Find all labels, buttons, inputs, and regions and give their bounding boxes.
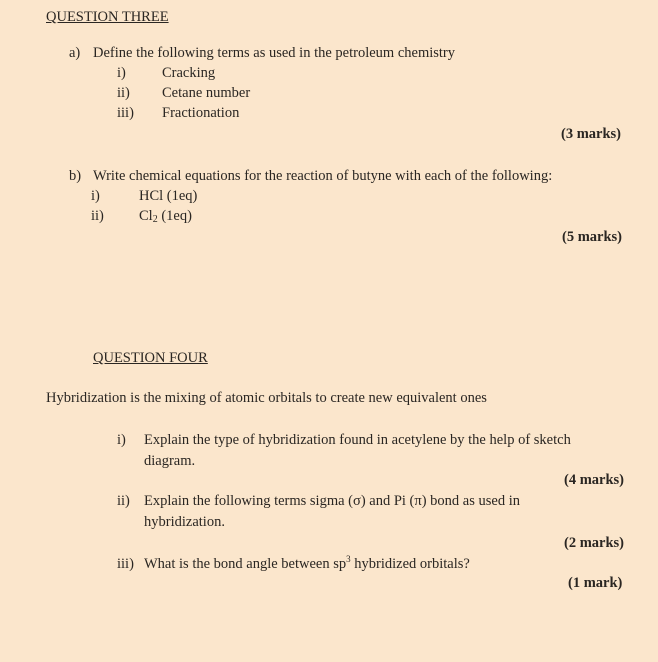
part-a-item-text: Fractionation [162, 105, 240, 121]
q4-item-text: What is the bond angle between $sp^3$ hybridized orbitals? [144, 554, 470, 572]
part-a-label: a) [69, 45, 81, 61]
q4-item-marks: (1 mark) [568, 575, 623, 591]
q4-item-text: Explain the type of hybridization found in acetylene by the help of sketch [144, 432, 571, 448]
part-a-item-num: i) [117, 65, 126, 81]
q4-item-marks: (2 marks) [564, 535, 625, 551]
part-b-item-text: HCl (1eq) [139, 188, 198, 204]
part-a-marks: (3 marks) [561, 126, 622, 142]
part-a-item-num: ii) [117, 85, 130, 101]
q4-item-marks: (4 marks) [564, 472, 625, 488]
part-a-text: Define the following terms as used in the petroleum chemistry [93, 45, 456, 61]
part-b-text: Write chemical equations for the reaction of butyne with each of the following: [93, 168, 553, 184]
q4-item-text-cont: hybridization. [144, 514, 225, 530]
part-b-label: b) [69, 168, 82, 184]
q4-item-num: iii) [117, 556, 134, 572]
q4-item-text-cont: diagram. [144, 453, 196, 469]
part-b-item-num: ii) [91, 208, 104, 224]
hybridization-intro: Hybridization is the mixing of atomic orbitals to create new equivalent ones [46, 390, 487, 406]
part-b-item-text: $Cl_2$ (1eq) [139, 208, 192, 225]
part-a-item-num: iii) [117, 105, 134, 121]
q4-item-num: i) [117, 432, 126, 448]
part-a-item-text: Cetane number [162, 85, 251, 101]
part-b-item-num: i) [91, 188, 100, 204]
question-four-heading: QUESTION FOUR [93, 350, 208, 366]
part-b-marks: (5 marks) [562, 229, 623, 245]
q4-item-text: Explain the following terms sigma (σ) and Pi (π) bond as used in [144, 493, 520, 509]
part-a-item-text: Cracking [162, 65, 216, 81]
question-three-heading: QUESTION THREE [46, 9, 169, 25]
q4-item-num: ii) [117, 493, 130, 509]
